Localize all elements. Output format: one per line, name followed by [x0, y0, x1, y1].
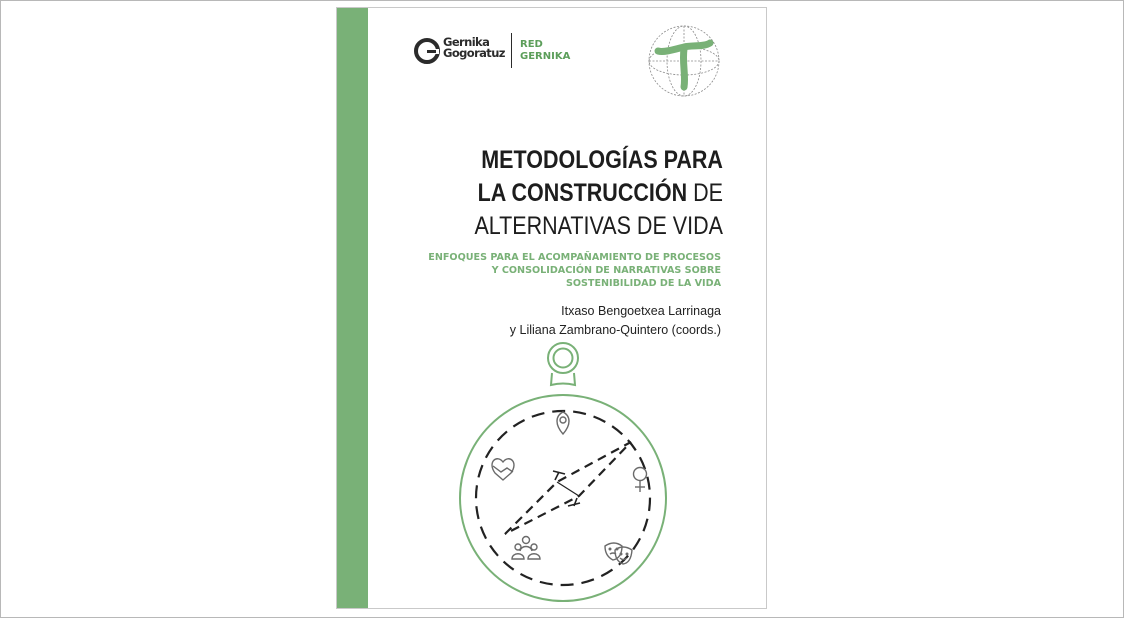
title-line-2-bold: LA CONSTRUCCIÓN [477, 179, 688, 207]
handshake-heart-icon [492, 459, 514, 480]
gernika-gogoratuz-logo-icon [414, 38, 440, 64]
compass-illustration [457, 340, 677, 602]
group-people-icon [512, 537, 540, 560]
authors-line-2: y Liliana Zambrano-Quintero (coords.) [509, 323, 721, 337]
location-pin-icon [557, 412, 569, 434]
logo-line-1: Gernika [443, 35, 490, 49]
title-line-3: ALTERNATIVAS DE VIDA [474, 212, 723, 240]
book-title [434, 144, 723, 243]
book-subtitle [428, 251, 721, 290]
subtitle-line-2: Y CONSOLIDACIÓN DE NARRATIVAS SOBRE [491, 265, 721, 276]
red-gernika-wordmark [520, 39, 570, 63]
red-line-1: RED [520, 39, 543, 50]
authors-line-1: Itxaso Bengoetxea Larrinaga [561, 304, 721, 318]
cover-side-band [337, 8, 368, 608]
title-line-2 [475, 177, 723, 210]
title-line-2-light: DE [687, 179, 723, 207]
gernika-gogoratuz-wordmark [443, 37, 505, 59]
red-line-2: GERNIKA [520, 51, 571, 62]
subtitle-line-3: SOSTENIBILIDAD DE LA VIDA [565, 278, 721, 289]
globe-t-icon [646, 23, 722, 99]
title-line-1: METODOLOGÍAS PARA [481, 146, 723, 174]
compass-needle [505, 442, 631, 534]
subtitle-line-1: ENFOQUES PARA EL ACOMPAÑAMIENTO DE PROCESOS [428, 252, 721, 263]
theater-masks-icon [605, 543, 632, 564]
book-authors [510, 302, 721, 340]
female-symbol-icon [634, 468, 647, 493]
logo-line-2: Gogoratuz [443, 46, 505, 60]
book-cover [336, 7, 767, 609]
logo-divider [511, 33, 512, 68]
